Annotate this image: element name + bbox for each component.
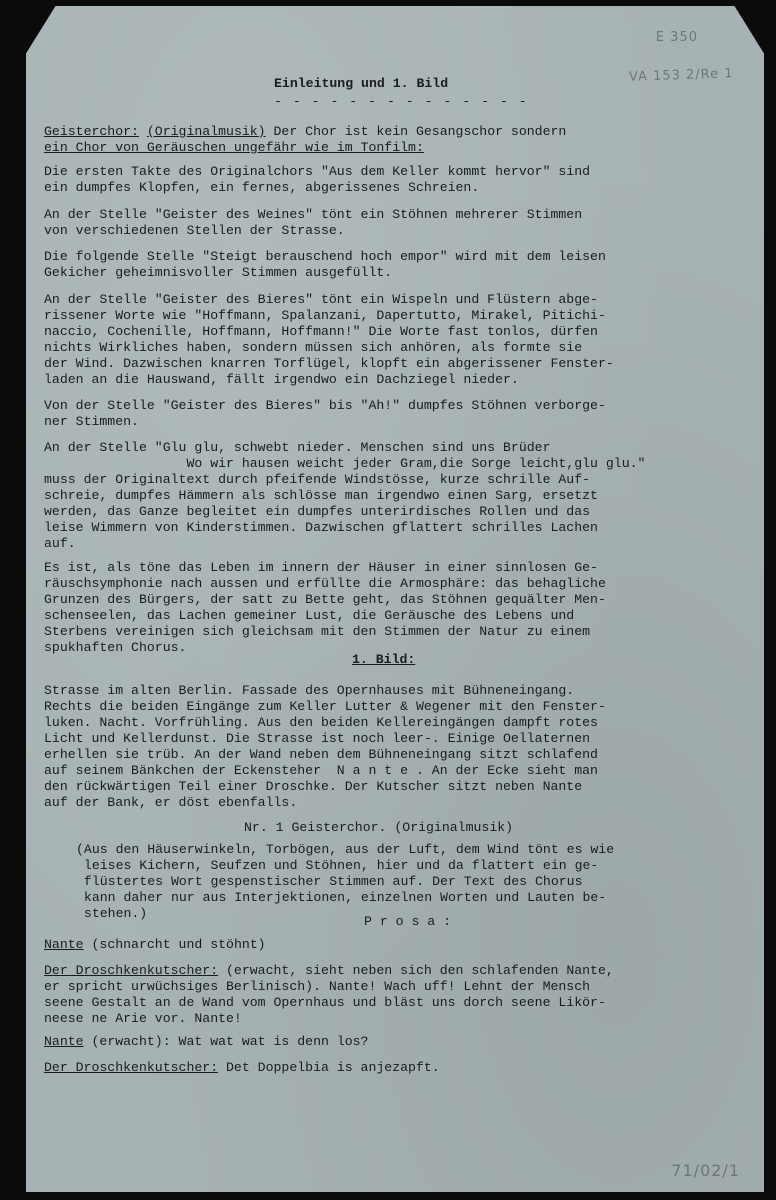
number-heading: Nr. 1 Geisterchor. (Originalmusik) xyxy=(244,820,514,835)
archive-bottom-annotation: 71/02/1 xyxy=(671,1161,740,1180)
dialogue-text: (erwacht, sieht neben sich den schlafenden Nante, er spricht urwüchsiges Berlinisch). Nante! Wach uff! Lehnt der Mensch seene Gestalt an de Wand vom Opernhaus und bläst uns dorch seene Likör- neese ne Arie vor. Nante! xyxy=(44,963,614,1026)
paragraph-7: Es ist, als töne das Leben im innern der Häuser in einer sinnlosen Ge- räuschsymphonie nach aussen und erfüllte die Armosphäre: das behagliche Grunzen des Bürgers, der satt zu Bette geht, das Stöhnen gequälter Men- schenseelen, das Lachen gemeiner Lust, die Geräusche des Lebens und Sterbens vereinigen sich gleichsam mit den Stimmen der Natur zu einem spukhaften Chorus. xyxy=(44,560,606,655)
stage-direction: (Aus den Häuserwinkeln, Torbögen, aus der Luft, dem Wind tönt es wie leises Kichern, Seufzen und Stöhnen, hier und da flattert ein ge- flüstertes Wort gespenstischer Stimmen auf. Der Text des Chorus kann daher nur aus Interjektionen, einzelnen Worten und Lauten be- stehen.) xyxy=(76,842,615,921)
geisterchor-label: Geisterchor: xyxy=(44,124,139,139)
title-rule: - - - - - - - - - - - - - - xyxy=(274,94,529,109)
paragraph-6: An der Stelle "Glu glu, schwebt nieder. Menschen sind uns Brüder Wo wir hausen weicht jeder Gram,die Sorge leicht,glu glu." muss der Originaltext durch pfeifende Windstösse, kurze schrille Auf- schreie, dumpfes Hämmern als schlösse man irgendwo einen Sarg, ersetzt werden, das Ganze begleitet ein dumpfes unterirdisches Rollen und das leise Wimmern von Kinderstimmen. Dazwischen gflattert schrilles Lachen auf. xyxy=(44,440,646,551)
scene-heading: 1. Bild: xyxy=(352,652,416,667)
dialogue-text: (erwacht): Wat wat wat is denn los? xyxy=(83,1034,369,1049)
paragraph-5: Von der Stelle "Geister des Bieres" bis "Ah!" dumpfes Stöhnen verborge- ner Stimmen. xyxy=(44,398,606,429)
paragraph-2: An der Stelle "Geister des Weines" tönt ein Stöhnen mehrerer Stimmen von verschiedenen Stellen der Strasse. xyxy=(44,207,583,238)
archive-reference-annotation: VA 153 2/Re 1 xyxy=(629,66,735,85)
paragraph-4: An der Stelle "Geister des Bieres" tönt ein Wispeln und Flüstern abge- rissener Worte wie "Hoffmann, Spalanzani, Dapertutto, Mirakel, Pitichi- naccio, Cochenille, Hoffmann, Hoffmann!" Die Worte fast tonlos, dürfen nichts Wirkliches haben, sondern müssen sich anhören, als formte sie der Wind. Dazwischen knarren Torflügel, klopft ein abgerissener Fenster- laden an die Hauswand, fällt irgendwo ein Dachziegel nieder. xyxy=(44,292,614,387)
prosa-heading: P r o s a : xyxy=(364,914,452,929)
archive-number-annotation: E 350 xyxy=(655,30,698,45)
scene-description: Strasse im alten Berlin. Fassade des Opernhauses mit Bühneneingang. Rechts die beiden Eingänge zum Keller Lutter & Wegener mit den Fenster- luken. Nacht. Vorfrühling. Aus den beiden Kellereingängen dampft rotes Licht und Kellerdunst. Die Strasse ist noch leer-. Einige Oellaternen erhellen sie trüb. An der Wand neben dem Bühneneingang sitzt schlafend auf seinem Bänkchen der Eckensteher N a n t e . An der Ecke sieht man den rückwärtigen Teil einer Droschke. Der Kutscher sitzt neben Nante auf der Bank, er döst ebenfalls. xyxy=(44,683,606,810)
paragraph-3: Die folgende Stelle "Steigt berauschend hoch empor" wird mit dem leisen Gekicher geheimnisvoller Stimmen ausgefüllt. xyxy=(44,249,606,280)
speaker-name: Nante xyxy=(44,937,84,952)
speaker-name: Der Droschkenkutscher: xyxy=(44,1060,219,1075)
paragraph-1: Die ersten Takte des Originalchors "Aus dem Keller kommt hervor" sind ein dumpfes Klopfen, ein fernes, abgerissenes Schreien. xyxy=(44,164,591,195)
dialogue-line-4 xyxy=(44,1060,734,1076)
dialogue-line-3 xyxy=(44,1034,734,1050)
intro-line-1 xyxy=(44,124,734,140)
originalmusik-label: (Originalmusik) xyxy=(146,124,266,139)
intro-line-2: ein Chor von Geräuschen ungefähr wie im Tonfilm: xyxy=(44,140,424,155)
document-title: Einleitung und 1. Bild xyxy=(274,76,449,91)
intro-text: Der Chor ist kein Gesangschor sondern xyxy=(265,124,567,139)
dialogue-line-1 xyxy=(44,937,734,953)
dialogue-text: Det Doppelbia is anjezapft. xyxy=(218,1060,440,1075)
dialogue-text: (schnarcht und stöhnt) xyxy=(83,937,266,952)
speaker-name: Nante xyxy=(44,1034,84,1049)
speaker-name: Der Droschkenkutscher: xyxy=(44,963,219,978)
dialogue-line-2 xyxy=(44,963,734,1027)
